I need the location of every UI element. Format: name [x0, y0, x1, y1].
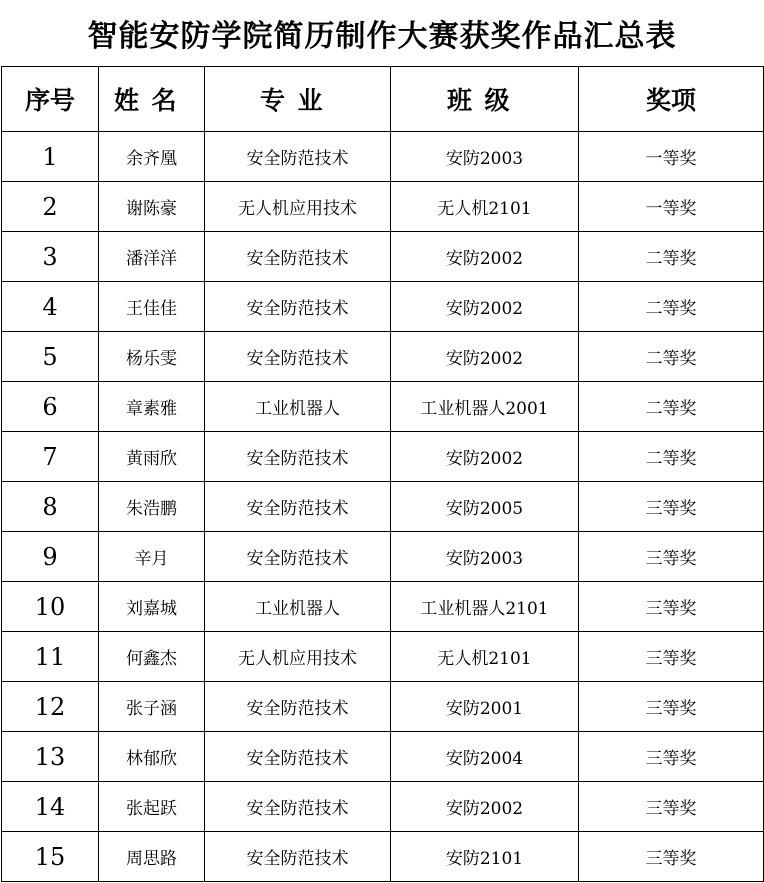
cell-name: 谢陈豪 — [99, 182, 205, 232]
cell-seq: 9 — [2, 532, 99, 582]
cell-major: 安全防范技术 — [205, 432, 391, 482]
cell-award: 一等奖 — [579, 182, 764, 232]
cell-name: 朱浩鹏 — [99, 482, 205, 532]
cell-seq: 6 — [2, 382, 99, 432]
table-row — [2, 382, 764, 432]
cell-class: 安防2001 — [391, 682, 579, 732]
cell-award: 三等奖 — [579, 682, 764, 732]
cell-name: 张起跃 — [99, 782, 205, 832]
cell-award: 三等奖 — [579, 732, 764, 782]
cell-major: 安全防范技术 — [205, 282, 391, 332]
cell-name: 黄雨欣 — [99, 432, 205, 482]
cell-name: 章素雅 — [99, 382, 205, 432]
table-row — [2, 182, 764, 232]
table-row — [2, 332, 764, 382]
cell-class: 安防2002 — [391, 332, 579, 382]
cell-award: 二等奖 — [579, 382, 764, 432]
cell-class: 无人机2101 — [391, 182, 579, 232]
cell-major: 安全防范技术 — [205, 682, 391, 732]
cell-seq: 7 — [2, 432, 99, 482]
cell-major: 安全防范技术 — [205, 232, 391, 282]
table-header-row — [2, 67, 764, 132]
table-row — [2, 582, 764, 632]
header-name: 姓名 — [99, 67, 205, 132]
table-row — [2, 432, 764, 482]
cell-class: 安防2101 — [391, 832, 579, 882]
cell-major: 无人机应用技术 — [205, 182, 391, 232]
cell-seq: 3 — [2, 232, 99, 282]
cell-seq: 13 — [2, 732, 99, 782]
cell-award: 三等奖 — [579, 632, 764, 682]
table-row — [2, 682, 764, 732]
cell-name: 张子涵 — [99, 682, 205, 732]
table-row — [2, 832, 764, 882]
cell-award: 二等奖 — [579, 282, 764, 332]
cell-major: 安全防范技术 — [205, 132, 391, 182]
cell-name: 王佳佳 — [99, 282, 205, 332]
cell-award: 三等奖 — [579, 532, 764, 582]
cell-class: 安防2003 — [391, 132, 579, 182]
cell-name: 周思路 — [99, 832, 205, 882]
cell-major: 安全防范技术 — [205, 732, 391, 782]
cell-award: 二等奖 — [579, 232, 764, 282]
cell-class: 无人机2101 — [391, 632, 579, 682]
cell-seq: 14 — [2, 782, 99, 832]
cell-class: 安防2002 — [391, 282, 579, 332]
header-major: 专业 — [205, 67, 391, 132]
cell-seq: 1 — [2, 132, 99, 182]
cell-major: 无人机应用技术 — [205, 632, 391, 682]
cell-seq: 10 — [2, 582, 99, 632]
cell-award: 一等奖 — [579, 132, 764, 182]
table-row — [2, 232, 764, 282]
cell-seq: 4 — [2, 282, 99, 332]
cell-award: 二等奖 — [579, 332, 764, 382]
cell-class: 安防2002 — [391, 232, 579, 282]
cell-seq: 2 — [2, 182, 99, 232]
cell-name: 辛月 — [99, 532, 205, 582]
cell-major: 安全防范技术 — [205, 332, 391, 382]
header-class: 班级 — [391, 67, 579, 132]
cell-name: 何鑫杰 — [99, 632, 205, 682]
header-seq: 序号 — [2, 67, 99, 132]
cell-class: 安防2002 — [391, 432, 579, 482]
cell-class: 工业机器人2101 — [391, 582, 579, 632]
cell-award: 三等奖 — [579, 582, 764, 632]
cell-name: 林郁欣 — [99, 732, 205, 782]
award-summary-table — [1, 66, 764, 882]
cell-seq: 11 — [2, 632, 99, 682]
cell-seq: 8 — [2, 482, 99, 532]
cell-award: 三等奖 — [579, 832, 764, 882]
cell-class: 安防2002 — [391, 782, 579, 832]
cell-major: 安全防范技术 — [205, 832, 391, 882]
header-award: 奖项 — [579, 67, 764, 132]
cell-class: 工业机器人2001 — [391, 382, 579, 432]
cell-class: 安防2003 — [391, 532, 579, 582]
table-row — [2, 532, 764, 582]
table-row — [2, 482, 764, 532]
cell-major: 工业机器人 — [205, 382, 391, 432]
cell-award: 三等奖 — [579, 782, 764, 832]
cell-seq: 15 — [2, 832, 99, 882]
cell-name: 杨乐雯 — [99, 332, 205, 382]
table-body — [2, 132, 764, 882]
cell-award: 三等奖 — [579, 482, 764, 532]
cell-major: 安全防范技术 — [205, 532, 391, 582]
cell-seq: 5 — [2, 332, 99, 382]
cell-major: 安全防范技术 — [205, 482, 391, 532]
table-row — [2, 632, 764, 682]
table-row — [2, 282, 764, 332]
table-row — [2, 782, 764, 832]
cell-major: 安全防范技术 — [205, 782, 391, 832]
cell-class: 安防2005 — [391, 482, 579, 532]
table-row — [2, 132, 764, 182]
cell-name: 潘洋洋 — [99, 232, 205, 282]
cell-award: 二等奖 — [579, 432, 764, 482]
cell-name: 刘嘉城 — [99, 582, 205, 632]
cell-class: 安防2004 — [391, 732, 579, 782]
cell-major: 工业机器人 — [205, 582, 391, 632]
cell-name: 余齐凰 — [99, 132, 205, 182]
table-row — [2, 732, 764, 782]
cell-seq: 12 — [2, 682, 99, 732]
page-title: 智能安防学院简历制作大赛获奖作品汇总表 — [87, 19, 677, 54]
